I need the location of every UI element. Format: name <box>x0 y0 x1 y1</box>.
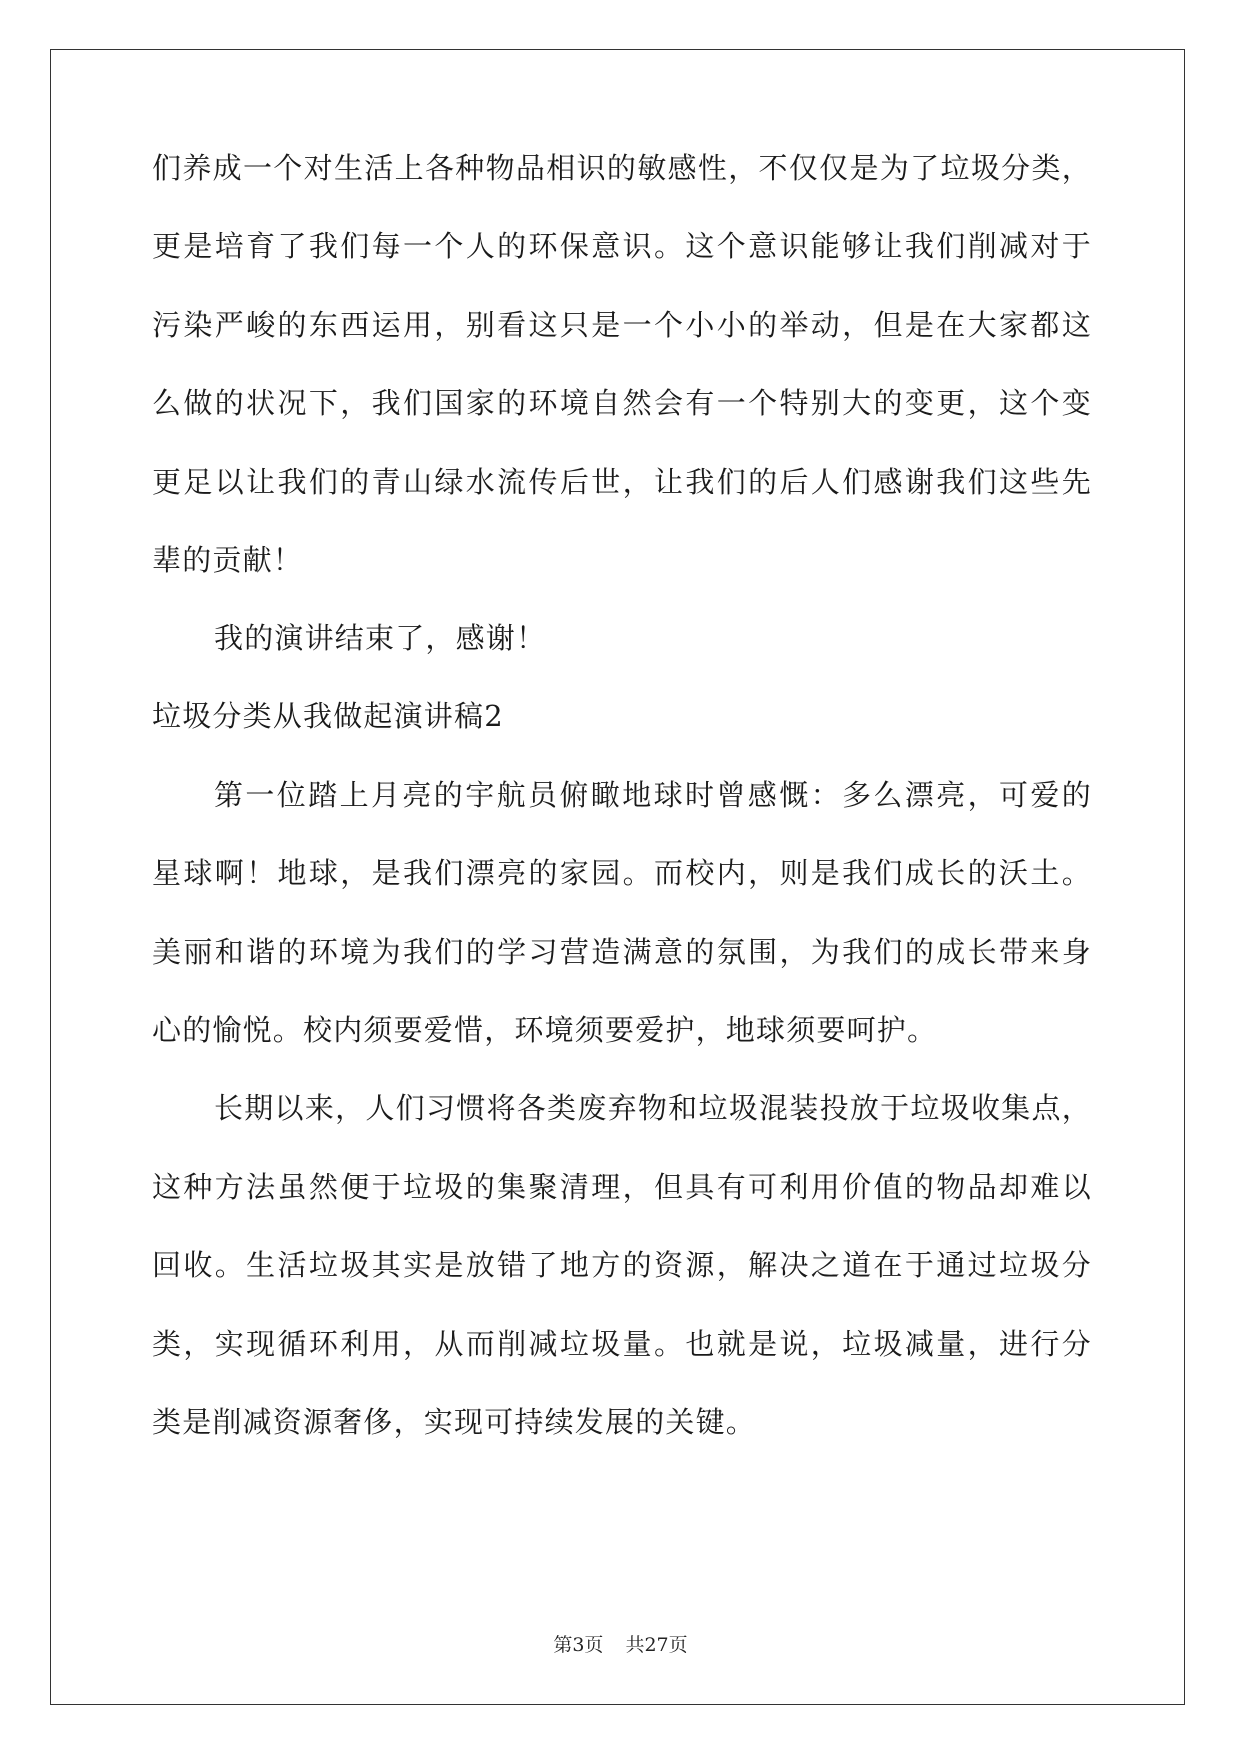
paragraph-line-13: 长期以来，人们习惯将各类废弃物和垃圾混装投放于垃圾收集点， <box>214 1091 1092 1125</box>
paragraph-line-2: 更是培育了我们每一个人的环保意识。这个意识能够让我们削减对于 <box>152 229 1092 263</box>
paragraph-line-3: 污染严峻的东西运用，别看这只是一个小小的举动，但是在大家都这 <box>152 308 1092 342</box>
paragraph-line-6: 辈的贡献！ <box>152 543 304 577</box>
paragraph-line-16: 类，实现循环利用，从而削减垃圾量。也就是说，垃圾减量，进行分 <box>152 1327 1092 1361</box>
paragraph-line-4: 么做的状况下，我们国家的环境自然会有一个特别大的变更，这个变 <box>152 386 1092 420</box>
paragraph-line-15: 回收。生活垃圾其实是放错了地方的资源，解决之道在于通过垃圾分 <box>152 1248 1092 1282</box>
paragraph-line-10: 星球啊！地球，是我们漂亮的家园。而校内，则是我们成长的沃土。 <box>152 856 1092 890</box>
closing-line: 我的演讲结束了，感谢！ <box>214 621 547 655</box>
page-number: 第3页 <box>553 1634 604 1656</box>
paragraph-line-17: 类是削减资源奢侈，实现可持续发展的关键。 <box>152 1405 757 1439</box>
paragraph-line-12: 心的愉悦。校内须要爱惜，环境须要爱护，地球须要呵护。 <box>152 1013 938 1047</box>
page-footer <box>0 1630 1241 1657</box>
section-heading: 垃圾分类从我做起演讲稿2 <box>152 699 504 733</box>
paragraph-line-11: 美丽和谐的环境为我们的学习营造满意的氛围，为我们的成长带来身 <box>152 935 1092 969</box>
paragraph-line-1: 们养成一个对生活上各种物品相识的敏感性，不仅仅是为了垃圾分类， <box>152 151 1092 185</box>
page-total: 共27页 <box>625 1634 688 1656</box>
paragraph-line-5: 更足以让我们的青山绿水流传后世，让我们的后人们感谢我们这些先 <box>152 465 1092 499</box>
paragraph-line-9: 第一位踏上月亮的宇航员俯瞰地球时曾感慨：多么漂亮，可爱的 <box>214 778 1092 812</box>
paragraph-line-14: 这种方法虽然便于垃圾的集聚清理，但具有可利用价值的物品却难以 <box>152 1170 1092 1204</box>
